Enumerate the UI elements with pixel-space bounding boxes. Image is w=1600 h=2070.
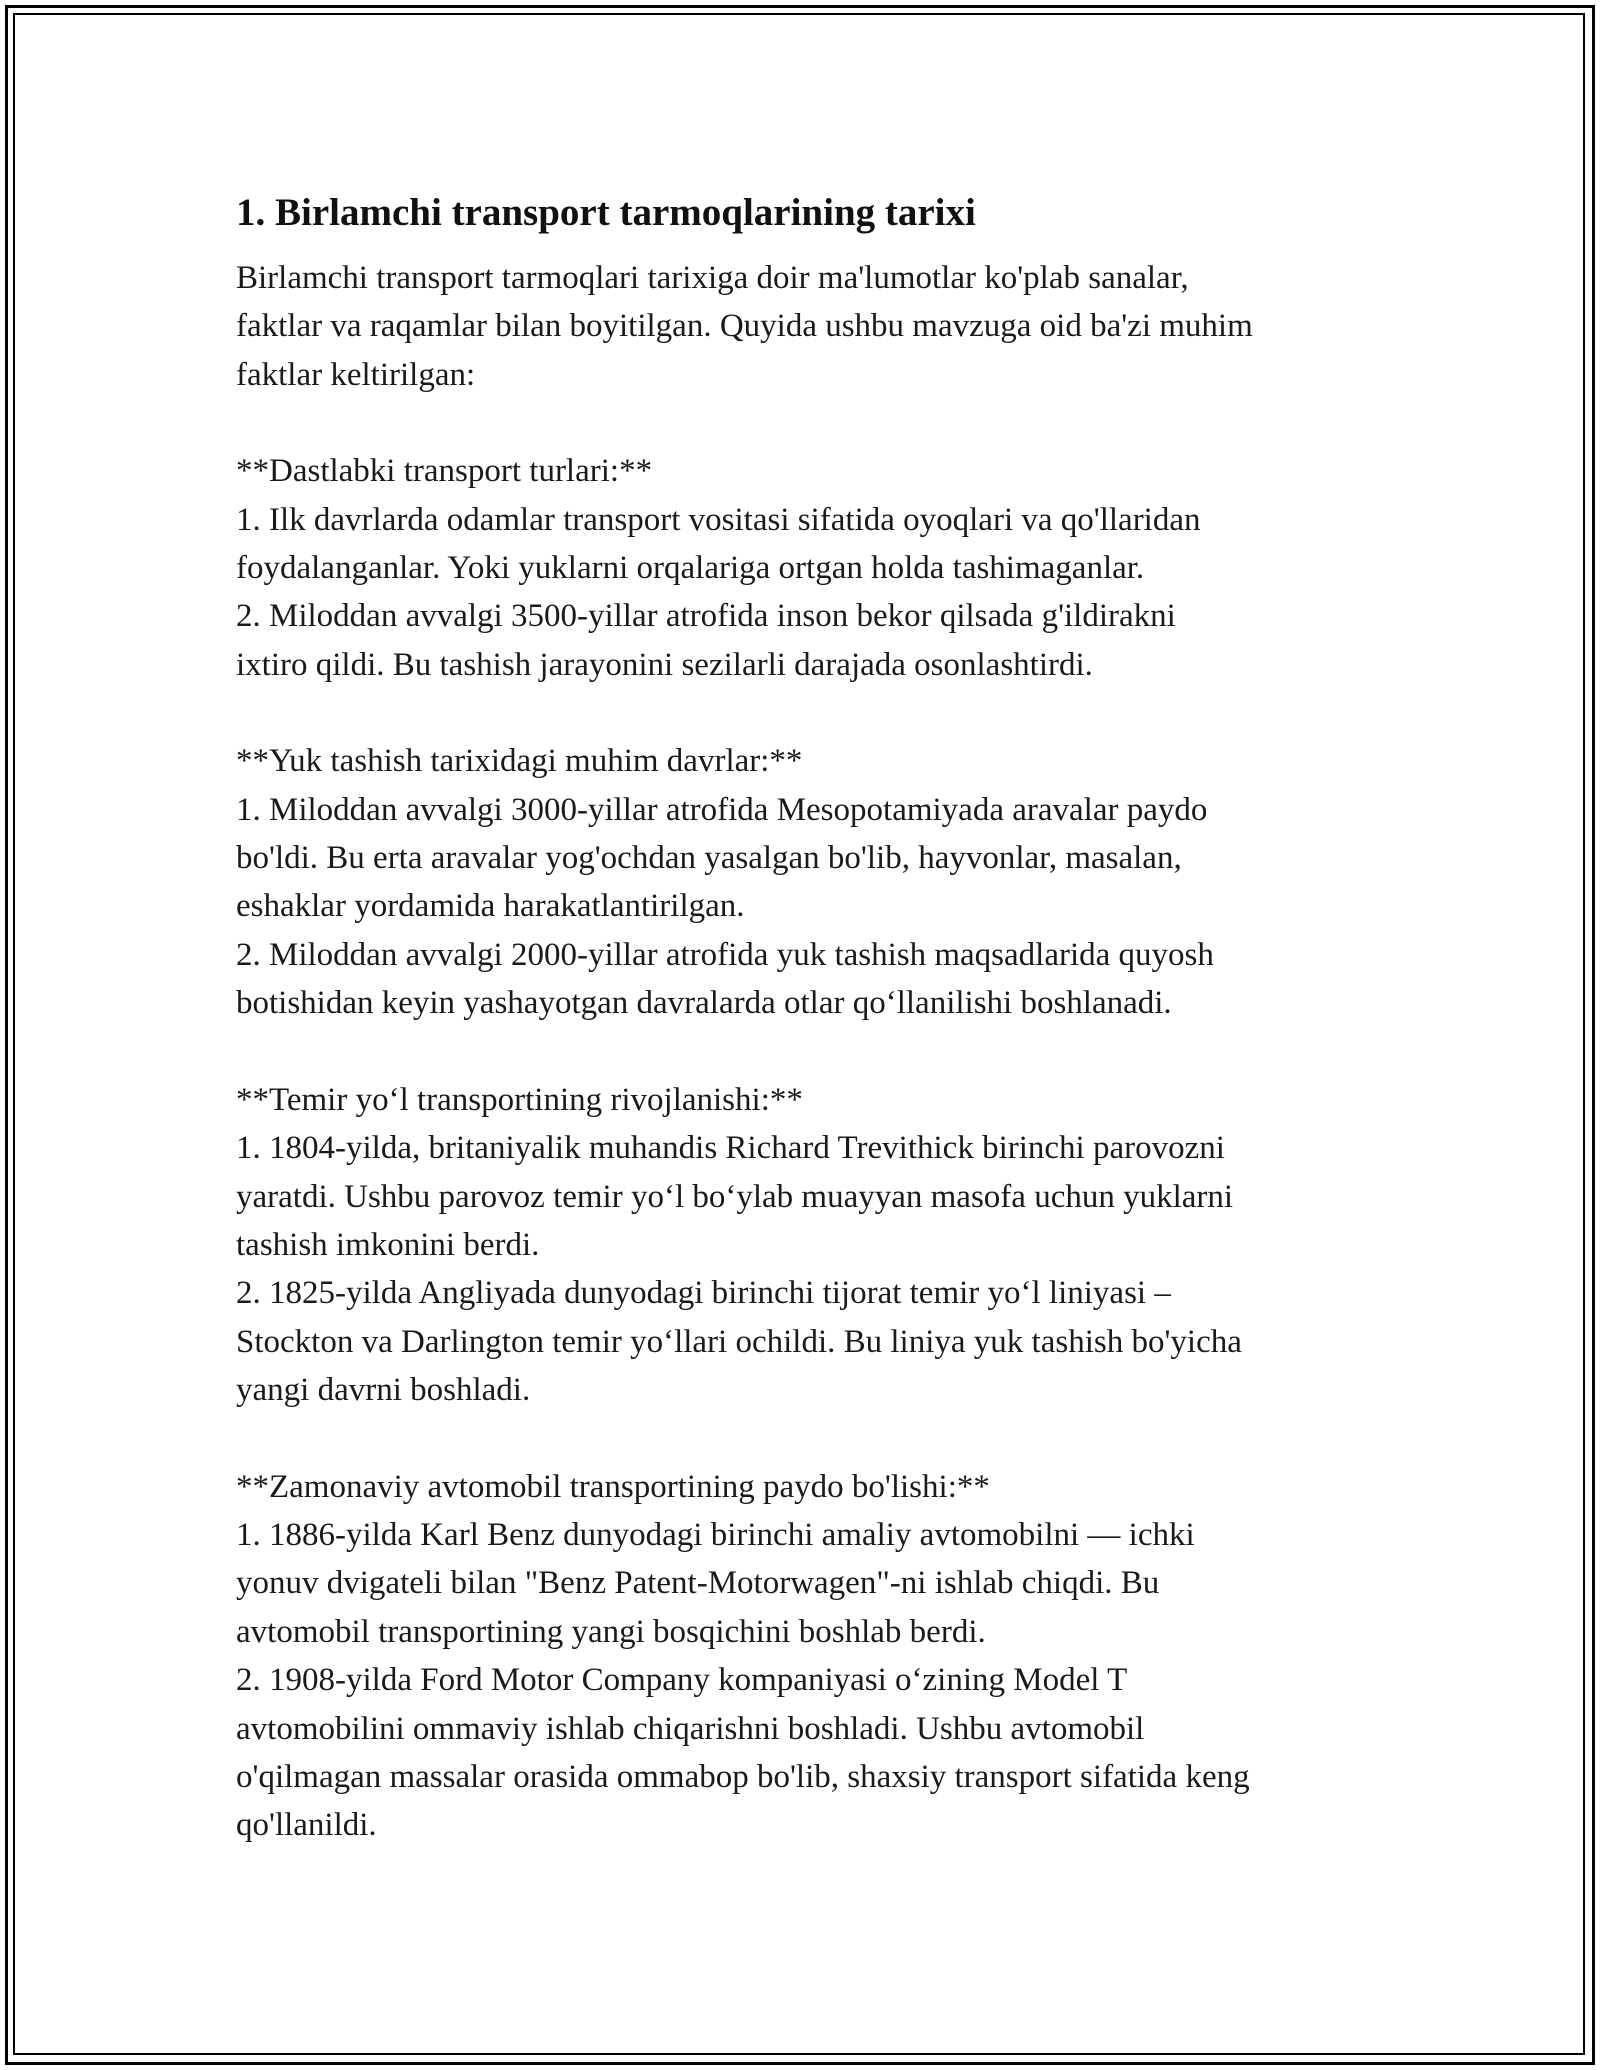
section-heading: **Dastlabki transport turlari:**	[236, 453, 653, 490]
section-heading: **Temir yo‘l transportining rivojlanishi:**	[236, 1081, 803, 1118]
section-heading: **Yuk tashish tarixidagi muhim davrlar:**	[236, 743, 803, 780]
page-title: 1. Birlamchi transport tarmoqlarining tarixi	[236, 191, 976, 234]
list-item: 2. 1908-yilda Ford Motor Company kompaniyasi o‘zining Model T avtomobilini ommaviy ishlab chiqarishni boshladi. Ushbu avtomobil o'qilmagan massalar orasida ommabop bo'lib, shaxsiy transport sifatida keng qo'llanildi.	[236, 1662, 1250, 1844]
section-cargo-history	[236, 737, 1386, 1027]
list-item: 2. Miloddan avvalgi 3500-yillar atrofida inson bekor qilsada g'ildirakni ixtiro qildi. Bu tashish jarayonini sezilarli darajada osonlashtirdi.	[236, 598, 1176, 683]
list-item: 2. 1825-yilda Angliyada dunyodagi birinchi tijorat temir yo‘l liniyasi – Stockton va Darlington temir yo‘llari ochildi. Bu liniya yuk tashish bo'yicha yangi davrni boshladi.	[236, 1275, 1242, 1409]
section-early-transport	[236, 447, 1386, 689]
section-heading: **Zamonaviy avtomobil transportining paydo bo'lishi:**	[236, 1468, 990, 1505]
list-item: 2. Miloddan avvalgi 2000-yillar atrofida yuk tashish maqsadlarida quyosh botishidan keyin yashayotgan davralarda otlar qo‘llanilishi boshlanadi.	[236, 936, 1214, 1022]
list-item: 1. Ilk davrlarda odamlar transport vositasi sifatida oyoqlari va qo'llaridan foydalanganlar. Yoki yuklarni orqalariga ortgan holda tashimaganlar.	[236, 501, 1201, 587]
list-item: 1. 1804-yilda, britaniyalik muhandis Richard Trevithick birinchi parovozni yaratdi. Ushbu parovoz temir yo‘l bo‘ylab muayyan masofa uchun yuklarni tashish imkonini berdi.	[236, 1130, 1234, 1263]
section-automobile	[236, 1463, 1386, 1850]
document-body	[236, 188, 1386, 1850]
intro-paragraph: Birlamchi transport tarmoqlari tarixiga doir ma'lumotlar ko'plab sanalar, faktlar va raqamlar bilan boyitilgan. Quyida ushbu mavzuga oid ba'zi muhim faktlar keltirilgan:	[236, 260, 1253, 393]
section-railway	[236, 1076, 1386, 1415]
list-item: 1. 1886-yilda Karl Benz dunyodagi birinchi amaliy avtomobilni — ichki yonuv dvigateli bilan "Benz Patent-Motorwagen"-ni ishlab chiqdi. Bu avtomobil transportining yangi bosqichini boshlab berdi.	[236, 1516, 1195, 1650]
list-item: 1. Miloddan avvalgi 3000-yillar atrofida Mesopotamiyada aravalar paydo bo'ldi. Bu erta aravalar yog'ochdan yasalgan bo'lib, hayvonlar, masalan, eshaklar yordamida harakatlantirilgan.	[236, 791, 1208, 925]
